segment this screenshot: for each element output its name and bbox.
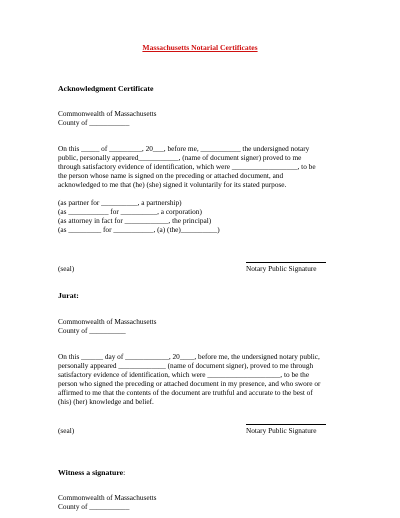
jurat-county: County of __________ [58, 326, 126, 335]
witness-heading-colon: : [123, 468, 126, 477]
acknowledgment-county: County of ___________ [58, 118, 130, 127]
jurat-body-line: personally appeared _____________ (name of document signer), proved to me through [58, 360, 314, 370]
jurat-heading: Jurat: [58, 291, 79, 300]
acknowledgment-body-line: On this _____ of _________, 20___, before me, ___________ the undersigned notary [58, 144, 310, 153]
acknowledgment-body-line: public, personally appeared___________, (name of document signer) proved to me [58, 152, 302, 162]
capacity-line: (as ___________ for __________, a corporation) [58, 206, 202, 216]
jurat-body-line: satisfactory evidence of identification, which were ____________________, to be the [58, 369, 310, 379]
capacity-line: (as _________ for ___________, (a) (the)__________) [58, 224, 220, 234]
witness-county: County of ___________ [58, 502, 130, 511]
acknowledgment-body-line: acknowledged to me that (he) (she) signed it voluntarily for its stated purpose. [58, 179, 287, 189]
document-title: Massachusetts Notarial Certificates [142, 43, 258, 52]
acknowledgment-seal: (seal) [58, 264, 75, 273]
acknowledgment-commonwealth: Commonwealth of Massachusetts [58, 109, 157, 118]
acknowledgment-body-line: the person whose name is signed on the preceding or attached document, and [58, 170, 284, 180]
jurat-body-line: affirmed to me that the contents of the document are truthful and accurate to the best of [58, 387, 313, 397]
jurat-body [58, 353, 348, 406]
witness-commonwealth: Commonwealth of Massachusetts [58, 493, 157, 502]
acknowledgment-capacities [58, 199, 348, 235]
acknowledgment-body-line: through satisfactory evidence of identification, which were __________________, to be [58, 161, 316, 171]
witness-heading-text: Witness a signature [58, 468, 124, 477]
capacity-line: (as attorney in fact for ____________, the principal) [58, 215, 212, 225]
jurat-body-line: (his) (her) knowledge and belief. [58, 396, 154, 406]
jurat-body-line: On this ______ day of ____________, 20____, before me, the undersigned notary public, [58, 352, 320, 361]
acknowledgment-heading: Acknowledgment Certificate [58, 84, 154, 93]
jurat-body-line: person who signed the preceding or attached document in my presence, and who swore or [58, 378, 321, 388]
acknowledgment-signature-line [246, 262, 326, 263]
witness-heading [58, 468, 125, 477]
jurat-seal: (seal) [58, 426, 75, 435]
acknowledgment-body [58, 145, 348, 190]
acknowledgment-signature-label: Notary Public Signature [246, 264, 317, 273]
jurat-signature-label: Notary Public Signature [246, 426, 317, 435]
capacity-line: (as partner for __________, a partnership) [58, 198, 182, 207]
jurat-commonwealth: Commonwealth of Massachusetts [58, 317, 157, 326]
jurat-signature-line [246, 424, 326, 425]
